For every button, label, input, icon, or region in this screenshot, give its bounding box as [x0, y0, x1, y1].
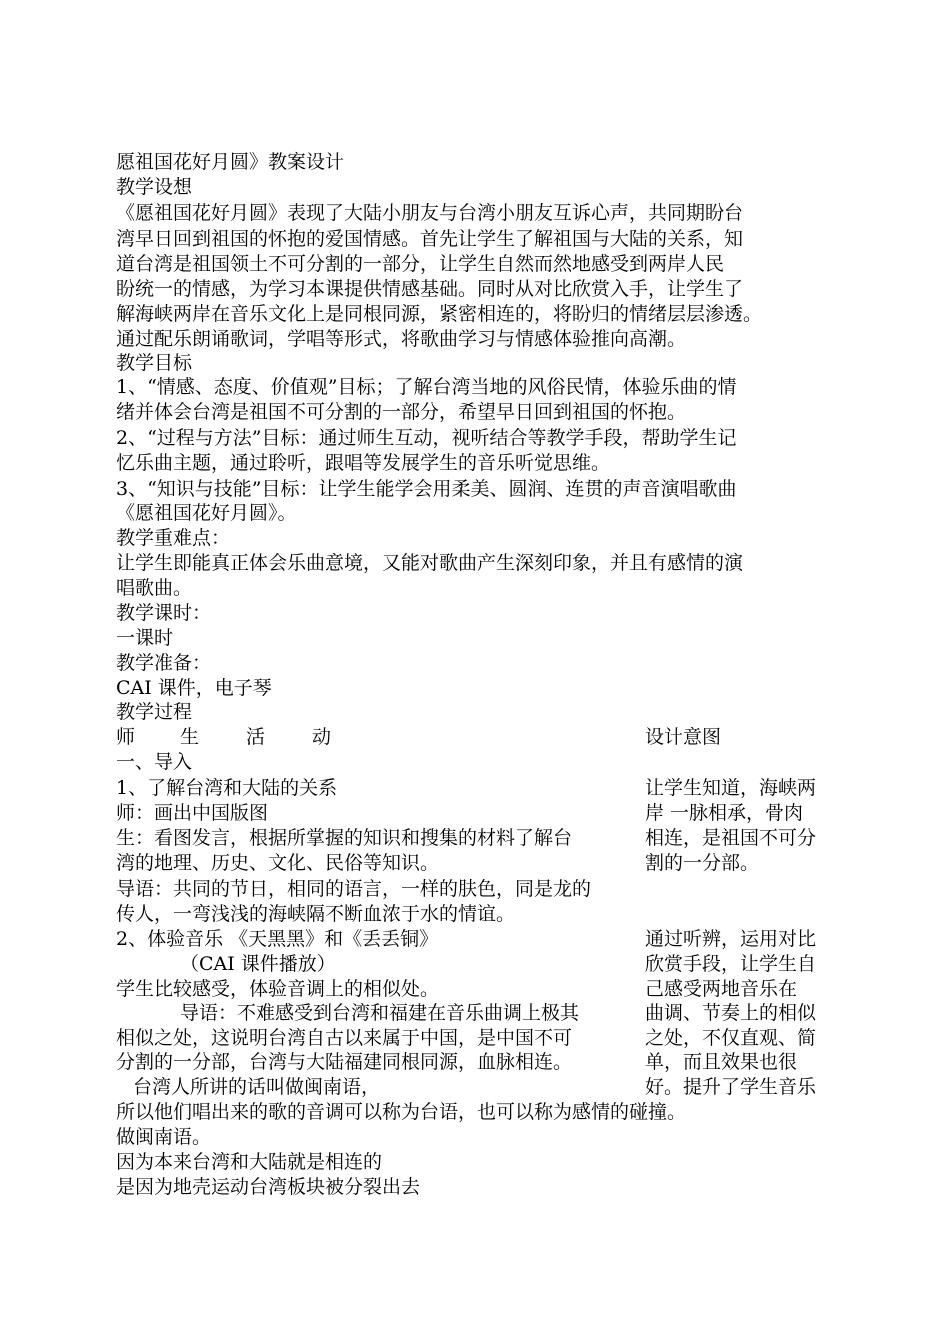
keypoints-heading: 教学重难点：: [116, 527, 231, 549]
activity-line: 所以他们唱出来的歌的音调可以称为台语，也可以称为感情的碰撞。: [116, 1101, 687, 1123]
intent-line: 欣赏手段，让学生自: [645, 953, 817, 975]
design-line: 湾早日回到祖国的怀抱的爱国情感。首先让学生了解祖国与大陆的关系，知: [116, 228, 744, 250]
design-line: 盼统一的情感，为学习本课提供情感基础。同时从对比欣赏入手，让学生了: [116, 278, 744, 300]
design-line: 《愿祖国花好月圆》表现了大陆小朋友与台湾小朋友互诉心声，共同期盼台: [116, 202, 744, 224]
keypoints-line: 让学生即能真正体会乐曲意境，又能对歌曲产生深刻印象，并且有感情的演: [116, 552, 744, 574]
activity-line: 1、了解台湾和大陆的关系: [116, 777, 338, 799]
activity-line: 是因为地壳运动台湾板块被分裂出去: [116, 1176, 421, 1198]
intent-line: 割的一分部。: [645, 852, 760, 874]
column-header-intent: 设计意图: [645, 726, 722, 748]
column-header-char: 生: [180, 726, 200, 748]
prep-heading: 教学准备：: [116, 652, 212, 674]
design-line: 解海峡两岸在音乐文化上是同根同源，紧密相连的，将盼归的情绪层层渗透。: [116, 303, 763, 325]
intent-line: 通过听辨，运用对比: [645, 928, 817, 950]
intent-line: 相连，是祖国不可分: [645, 827, 817, 849]
activity-line: 师：画出中国版图: [116, 802, 269, 824]
activity-line: 因为本来台湾和大陆就是相连的: [116, 1151, 383, 1173]
intent-line: 己感受两地音乐在: [645, 978, 798, 1000]
goals-line: 2、“过程与方法”目标：通过师生互动，视听结合等教学手段，帮助学生记: [116, 427, 737, 449]
activity-line: 生：看图发言，根据所掌握的知识和搜集的材料了解台: [116, 827, 573, 849]
goals-line: 忆乐曲主题，通过聆听，跟唱等发展学生的音乐听觉思维。: [116, 452, 611, 474]
design-line: 通过配乐朗诵歌词，学唱等形式，将歌曲学习与情感体验推向高潮。: [116, 328, 687, 350]
activity-line: 做闽南语。: [116, 1126, 212, 1148]
goals-heading: 教学目标: [116, 352, 193, 374]
activity-line: （CAI 课件播放）: [180, 953, 336, 975]
activity-line: 相似之处，这说明台湾自古以来属于中国，是中国不可: [116, 1027, 573, 1049]
intent-line: 让学生知道，海峡两: [645, 777, 817, 799]
goals-line: 《愿祖国花好月圆》。: [116, 502, 297, 524]
activity-line: 导语：共同的节日，相同的语言，一样的肤色，同是龙的: [116, 878, 592, 900]
prep-value: CAI 课件，电子琴: [116, 677, 272, 699]
intent-line: 好。提升了学生音乐: [645, 1076, 817, 1098]
activity-line: 学生比较感受，体验音调上的相似处。: [116, 978, 440, 1000]
goals-line: 3、“知识与技能”目标：让学生能学会用柔美、圆润、连贯的声音演唱歌曲: [116, 478, 737, 500]
design-line: 道台湾是祖国领土不可分割的一部分，让学生自然而然地感受到两岸人民: [116, 253, 725, 275]
goals-line: 1、“情感、态度、价值观”目标；了解台湾当地的风俗民情，体验乐曲的情: [116, 376, 737, 398]
activity-line: 分割的一分部，台湾与大陆福建同根同源，血脉相连。: [116, 1051, 573, 1073]
process-heading: 教学过程: [116, 701, 193, 723]
activity-line: 传人，一弯浅浅的海峡隔不断血浓于水的情谊。: [116, 903, 516, 925]
hours-heading: 教学课时：: [116, 602, 212, 624]
activity-line: 台湾人所讲的话叫做闽南语，: [133, 1076, 381, 1098]
document-title: 愿祖国花好月圆》教案设计: [116, 151, 345, 173]
intent-line: 之处，不仅直观、简: [645, 1027, 817, 1049]
intent-line: 岸 一脉相承，骨肉: [645, 802, 804, 824]
column-header-char: 活: [246, 726, 266, 748]
hours-value: 一课时: [116, 627, 174, 649]
column-header-char: 动: [312, 726, 332, 748]
intent-line: 单，而且效果也很: [645, 1051, 798, 1073]
intent-line: 曲调、节奏上的相似: [645, 1002, 817, 1024]
column-header-char: 师: [116, 726, 136, 748]
activity-line: 湾的地理、历史、文化、民俗等知识。: [116, 852, 440, 874]
activity-line: 导语：不难感受到台湾和福建在音乐曲调上极其: [180, 1002, 580, 1024]
keypoints-line: 唱歌曲。: [116, 577, 193, 599]
design-heading: 教学设想: [116, 176, 193, 198]
activity-line: 2、体验音乐 《天黑黑》和《丢丢铜》: [116, 928, 439, 950]
goals-line: 绪并体会台湾是祖国不可分割的一部分，希望早日回到祖国的怀抱。: [116, 401, 687, 423]
section-heading: 一、导入: [116, 751, 193, 773]
